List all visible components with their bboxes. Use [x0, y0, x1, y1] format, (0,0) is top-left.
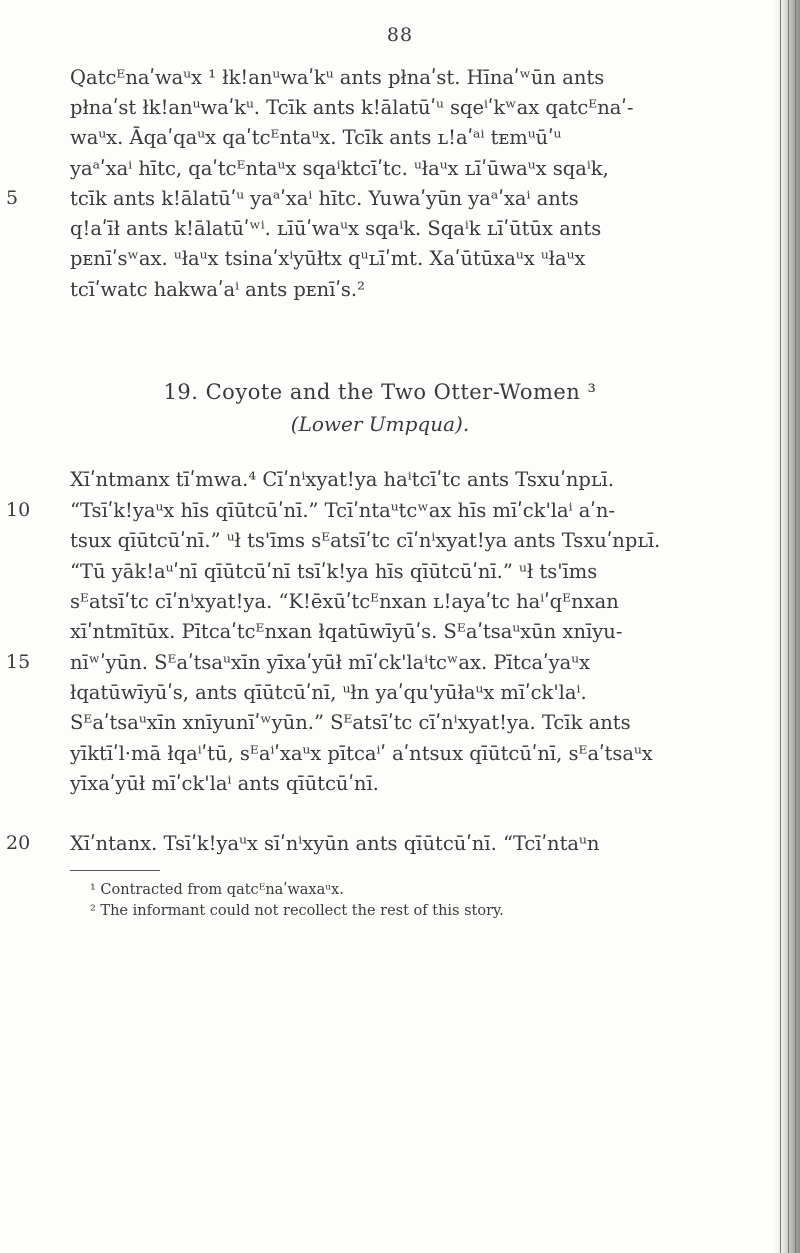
story-line-10: yīktīʹl·mā łqaⁱʹtū, sᴱaⁱʹxaᵘx pītcaⁱʹ aʹntsux qīūtcūʹnī, sᴱaʹtsaᵘx [70, 742, 653, 765]
footnote-1: ¹ Contracted from qatcᴱnaʹwaxaᵘx. [90, 882, 344, 898]
intro-line-4: yaᵃʹxaⁱ hītc, qaʹtcᴱntaᵘx sqaⁱktcīʹtc. ᵘłaᵘx ʟīʹūwaᵘx sqaⁱk, [70, 157, 609, 180]
intro-line-8: tcīʹwatc hakwaʹaⁱ ants pᴇnīʹs.² [70, 278, 365, 301]
line-number-15: 15 [6, 651, 31, 673]
edge-line [788, 0, 789, 1253]
line-number-20: 20 [6, 832, 31, 854]
intro-line-3: waᵘx. Āqaʹqaᵘx qaʹtcᴱntaᵘx. Tcīk ants ʟ!aʹᵃⁱ tᴇmᵘūʹᵘ [70, 126, 562, 149]
story-line-5: sᴱatsīʹtc cīʹnⁱxyat!ya. “K!ēxūʹtcᴱnxan ʟ!ayaʹtc haⁱʹqᴱnxan [70, 590, 619, 613]
intro-line-6: q!aʹīł ants k!ālatūʹʷⁱ. ʟīūʹwaᵘx sqaⁱk. Sqaⁱk ʟīʹūtūx ants [70, 217, 602, 240]
story-line-3: tsux qīūtcūʹnī.” ᵘł ts'īms sᴱatsīʹtc cīʹnⁱxyat!ya ants Tsxuʹnpʟī. [70, 529, 661, 552]
footnote-2: ² The informant could not recollect the rest of this story. [90, 903, 504, 919]
page-edge-shadow [774, 0, 800, 1253]
story-line-2: “Tsīʹk!yaᵘx hīs qīūtcūʹnī.” Tcīʹntaᵘtcʷax hīs mīʹck'laⁱ aʹn- [70, 499, 615, 522]
intro-line-7: pᴇnīʹsʷax. ᵘłaᵘx tsinaʹxⁱyūłtx qᵘʟīʹmt. Xaʹūtūxaᵘx ᵘłaᵘx [70, 247, 586, 270]
story-title: 19. Coyote and the Two Otter-Women ³ [163, 380, 597, 404]
story-line-12: Xīʹntanx. Tsīʹk!yaᵘx sīʹnⁱxyūn ants qīūtcūʹnī. “Tcīʹntaᵘn [70, 832, 600, 855]
edge-line [795, 0, 796, 1253]
intro-line-5: tcīk ants k!ālatūʹᵘ yaᵃʹxaⁱ hītc. Yuwaʹyūn yaᵃʹxaⁱ ants [70, 187, 579, 210]
intro-line-1: Qatcᴱnaʹwaᵘx ¹ łk!anᵘwaʹkᵘ ants płnaʹst. Hīnaʹʷūn ants [70, 66, 605, 89]
story-line-8: łqatūwīyūʹs, ants qīūtcūʹnī, ᵘłn yaʹqu'yūłaᵘx mīʹck'laⁱ. [70, 681, 587, 704]
story-line-9: Sᴱaʹtsaᵘxīn xnīyunīʹʷyūn.” Sᴱatsīʹtc cīʹnⁱxyat!ya. Tcīk ants [70, 711, 631, 734]
edge-line [780, 0, 781, 1253]
story-line-11: yīxaʹyūł mīʹck'laⁱ ants qīūtcūʹnī. [70, 772, 379, 795]
intro-line-2: płnaʹst łk!anᵘwaʹkᵘ. Tcīk ants k!ālatūʹᵘ sqeⁱʹkʷax qatcᴱnaʹ- [70, 96, 634, 119]
page-number: 88 [386, 24, 414, 46]
story-line-4: “Tū yāk!aᵘʹnī qīūtcūʹnī tsīʹk!ya hīs qīūtcūʹnī.” ᵘł ts'īms [70, 560, 598, 583]
footnote-rule [70, 870, 160, 871]
line-number-10: 10 [6, 499, 31, 521]
story-subtitle: (Lower Umpqua). [290, 412, 470, 436]
story-line-1: Xīʹntmanx tīʹmwa.⁴ Cīʹnⁱxyat!ya haⁱtcīʹtc ants Tsxuʹnpʟī. [70, 468, 614, 491]
story-line-7: nīʷʹyūn. Sᴱaʹtsaᵘxīn yīxaʹyūł mīʹck'laⁱtcʷax. Pītcaʹyaᵘx [70, 651, 590, 674]
line-number-5: 5 [6, 187, 19, 209]
story-line-6: xīʹntmītūx. Pītcaʹtcᴱnxan łqatūwīyūʹs. Sᴱaʹtsaᵘxūn xnīyu- [70, 620, 623, 643]
